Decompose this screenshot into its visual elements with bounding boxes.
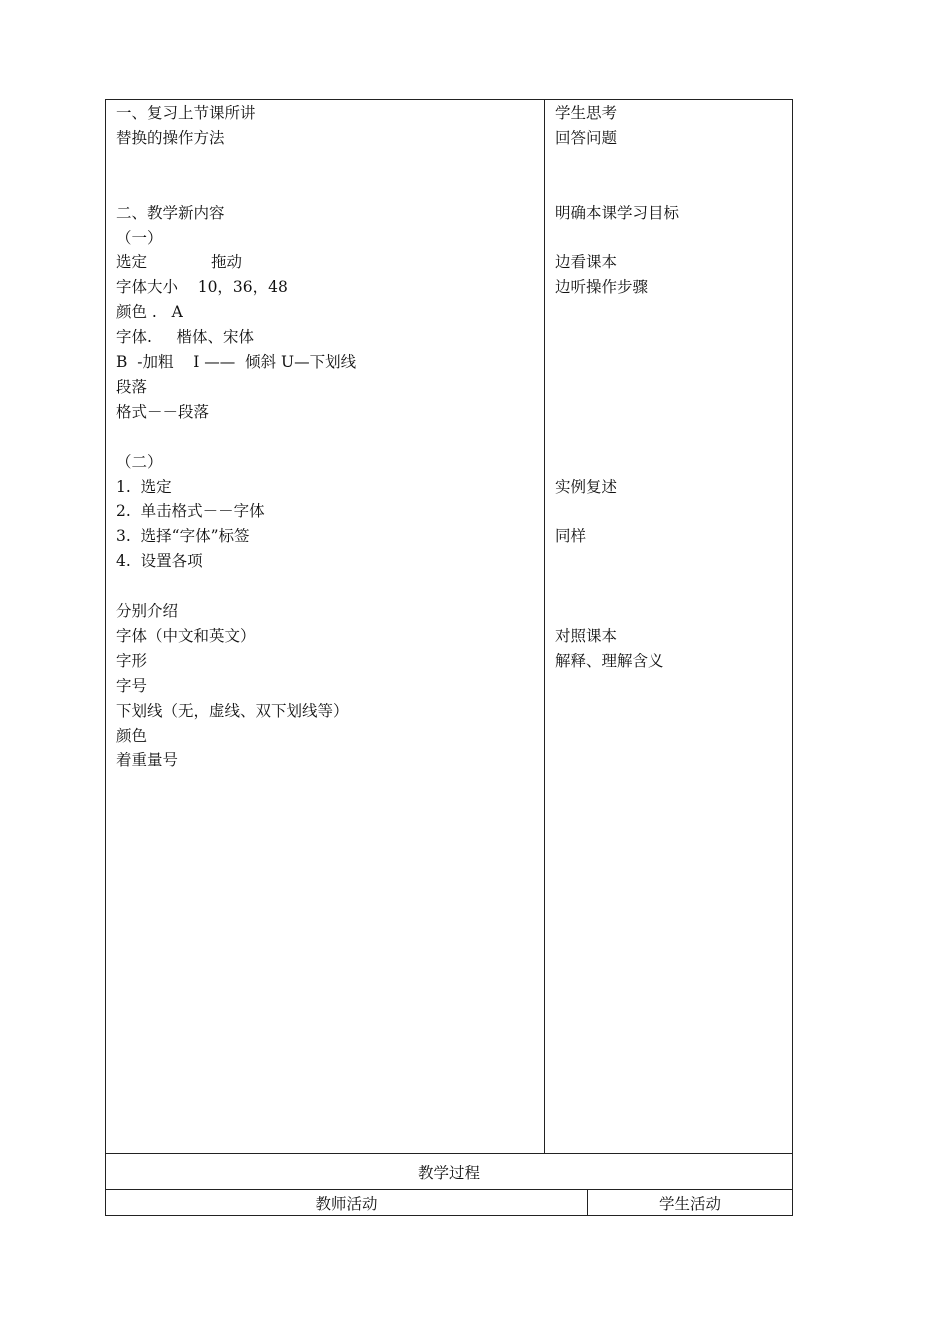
student-activity-line: 明确本课学习目标 <box>555 203 680 222</box>
teacher-activity-line: 替换的操作方法 <box>116 128 225 147</box>
process-table <box>105 1153 793 1216</box>
teacher-activity-line: 字体大小 10，36，48 <box>116 278 288 297</box>
teacher-activity-line: 二、教学新内容 <box>116 203 225 222</box>
student-activity-header: 学生活动 <box>658 1195 721 1213</box>
teacher-activity-line: B -加粗 I —— 倾斜 U—下划线 <box>116 353 357 371</box>
student-activity-line: 边看课本 <box>555 253 618 272</box>
student-activity-line: 实例复述 <box>555 477 618 496</box>
teacher-activity-line: 一、复习上节课所讲 <box>116 104 256 122</box>
student-activity-line: 回答问题 <box>555 128 618 147</box>
teacher-activity-line: 颜色 . A <box>116 303 183 322</box>
teacher-activity-line: 字体. 楷体、宋体 <box>116 328 255 347</box>
teacher-activity-line: （二） <box>116 452 163 471</box>
teacher-activity-line: 段落 <box>116 377 148 396</box>
process-title: 教学过程 <box>106 1154 792 1190</box>
teacher-activity-line: 分别介绍 <box>116 602 179 620</box>
teacher-activity-line: 3. 选择“字体”标签 <box>116 527 250 546</box>
teacher-activity-line: 4. 设置各项 <box>116 552 203 571</box>
student-activity-line: 对照课本 <box>555 626 618 645</box>
process-header-row <box>106 1190 792 1216</box>
teacher-activity-line: 字号 <box>116 676 148 695</box>
teacher-activity-line: 1. 选定 <box>116 477 172 496</box>
teacher-activity-line: 选定 拖动 <box>116 253 243 272</box>
teacher-activity-header: 教师活动 <box>106 1190 588 1216</box>
student-activity-line: 解释、理解含义 <box>555 651 664 670</box>
student-activity-line: 同样 <box>555 527 587 546</box>
teacher-activity-line: 下划线（无，虚线、双下划线等） <box>116 701 349 720</box>
teacher-activity-line: （一） <box>116 228 163 247</box>
teacher-activity-line: 字体（中文和英文） <box>116 626 256 645</box>
student-activity-line: 边听操作步骤 <box>555 278 649 297</box>
teacher-activity-line: 格式－－段落 <box>116 402 210 421</box>
teacher-activity-line: 着重量号 <box>116 751 179 770</box>
student-activity-line: 学生思考 <box>555 104 618 122</box>
teacher-activity-line: 2. 单击格式－－字体 <box>116 502 265 521</box>
column-divider <box>544 100 545 1153</box>
teacher-activity-line: 颜色 <box>116 726 148 745</box>
lesson-table <box>105 99 793 1154</box>
teacher-activity-line: 字形 <box>116 651 148 670</box>
